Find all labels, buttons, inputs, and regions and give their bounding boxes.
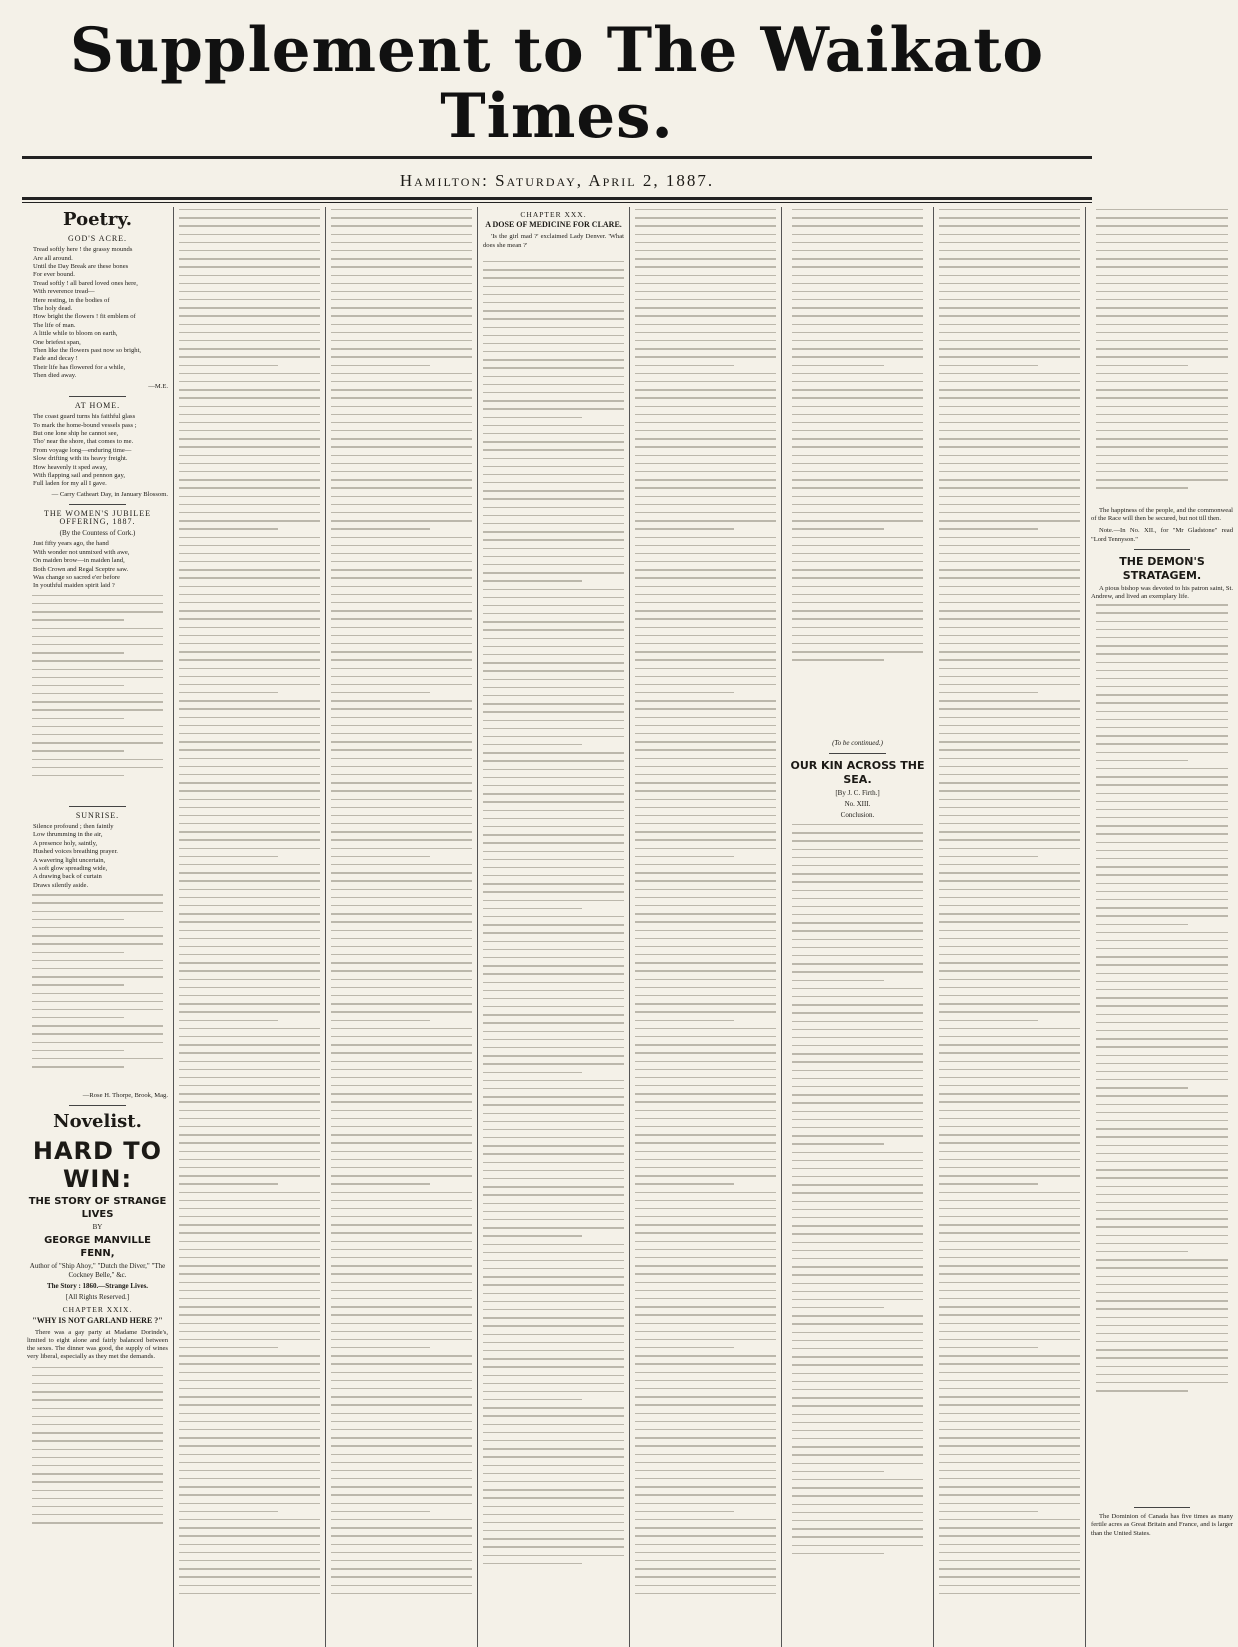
poem-line: The holy dead.: [33, 305, 73, 313]
divider: [1134, 1507, 1191, 1508]
divider: [69, 1105, 125, 1106]
serial-by: BY: [92, 1223, 103, 1232]
continued-note: (To be continued.): [832, 739, 883, 747]
text-block: [27, 890, 168, 1090]
poem-line: Full laden for my all I gave.: [33, 480, 107, 488]
divider: [1134, 549, 1191, 550]
divider: [829, 753, 885, 754]
text-lines: [331, 209, 472, 1601]
kin-byline: [By J. C. Firth.]: [835, 789, 880, 797]
novelist-heading: Novelist.: [53, 1111, 142, 1133]
serial-title: HARD TO WIN:: [32, 1137, 163, 1194]
poem-line: How bright the flowers ! fit emblem of: [33, 313, 136, 321]
poem-byline: (By the Countess of Cork.): [59, 529, 136, 538]
text-lines: [32, 1367, 163, 1531]
divider: [69, 806, 125, 807]
poem-line: A little while to bloom on earth,: [33, 330, 118, 338]
text-block: [27, 591, 168, 801]
column-4: [478, 207, 630, 1647]
poem-line: Here resting, in the bodies of: [33, 296, 110, 304]
text-lines: [483, 261, 624, 1571]
poem-line: Until the Day Break are these bones: [33, 263, 129, 271]
poem-signature: —Rose H. Thorpe, Brook, Mag.: [82, 1092, 168, 1100]
poem-jubilee: [27, 540, 168, 590]
poem-line: Draws silently aside.: [33, 881, 89, 889]
text-lines: [32, 595, 163, 783]
serial-subtitle: THE STORY OF STRANGE LIVES: [28, 1196, 167, 1221]
poem-line: A drawing back of curtain: [33, 873, 102, 881]
demon-body: [1091, 585, 1233, 601]
poem-line: The coast guard turns his faithful glass: [33, 413, 136, 421]
poem-signature: — Carry Catheart Day, in January Blossom.: [51, 490, 168, 498]
text-lines: [792, 209, 923, 668]
poem-line: Low thrumming in the air,: [33, 831, 103, 839]
poem-line: Both Crown and Regal Sceptre saw.: [33, 565, 129, 573]
kin-heading: OUR KIN ACROSS THE SEA.: [790, 759, 925, 786]
canada-text: The Dominion of Canada has five times as many fertile acres as Great Britain and France, and is larger than the United States.: [1091, 1513, 1233, 1537]
poem-line: But one lone ship he cannot see,: [33, 429, 119, 437]
column-2: [174, 207, 326, 1647]
serial-author-note: Author of "Ship Ahoy," "Dutch the Diver," "The Cockney Belle," &c.: [29, 1262, 166, 1280]
poem-line: With reverence tread—: [33, 288, 95, 296]
serial-chapter-title: "WHY IS NOT GARLAND HERE ?": [32, 1315, 163, 1325]
text-lines: [939, 209, 1080, 1601]
canada-note: [1091, 1513, 1233, 1538]
divider: [69, 504, 125, 505]
poem-line: How heavenly it sped away,: [33, 463, 108, 471]
column-6: [782, 207, 934, 1647]
column-8: [1086, 207, 1238, 1647]
summary-text: The happiness of the people, and the commonweal of the Race will then be secured, but not till then.: [1091, 507, 1233, 523]
poem-line: Then like the flowers past now so bright,: [33, 347, 142, 355]
dateline: Hamilton: Saturday, April 2, 1887.: [399, 171, 715, 190]
column-1: [22, 207, 174, 1647]
text-block: [1091, 602, 1233, 1502]
poem-gods-acre: [27, 246, 168, 381]
note-text: Note.—In No. XII., for "Mr Gladstone" read "Lord Tennyson.": [1091, 527, 1233, 543]
poem-line: Fade and decay !: [33, 355, 78, 363]
poem-line: In youthful maiden spirit laid ?: [33, 582, 115, 590]
text-block: [787, 207, 928, 737]
kin-number: No. XIII.: [844, 800, 871, 808]
demon-opening: A pious bishop was devoted to his patron saint, St. Andrew, and lived an exemplary life.: [1091, 584, 1233, 601]
text-block: [27, 1363, 168, 1563]
newspaper-page: [0, 15, 1233, 1579]
text-lines: [1096, 209, 1228, 496]
serial-story-line: The Story : 1860.—Strange Lives.: [46, 1282, 149, 1291]
poem-line: On maiden brow—in maiden land,: [33, 557, 125, 565]
chapter-xxx-body: [483, 233, 624, 249]
poem-line: Was change so sacred e'er before: [33, 574, 120, 581]
column-7: [934, 207, 1086, 1647]
poem-line: The life of man.: [33, 321, 76, 329]
columns: [22, 207, 1233, 1647]
poem-title: SUNRISE.: [75, 810, 120, 820]
text-lines: [32, 894, 163, 1074]
masthead: Supplement to The Waikato Times.: [69, 15, 1045, 152]
text-lines: [792, 824, 923, 1561]
divider: [69, 396, 125, 397]
poem-line: From voyage long—enduring time—: [33, 446, 132, 454]
poem-line: Then died away.: [33, 372, 77, 380]
poem-at-home: [27, 413, 168, 489]
serial-author: GEORGE MANVILLE FENN,: [44, 1235, 151, 1260]
column-3: [326, 207, 478, 1647]
poem-line: One briefest span,: [33, 338, 81, 346]
poem-line: Tho' near the shore, that comes to me.: [33, 438, 134, 446]
chapter-xxx-title: A DOSE OF MEDICINE FOR CLARE.: [485, 220, 622, 230]
poem-line: Tread softly ! all bared loved ones here,: [33, 279, 138, 287]
poem-line: To mark the home-bound vessels pass ;: [33, 421, 137, 429]
column-5: [630, 207, 782, 1647]
serial-opening: There was a gay party at Madame Dorinde's, limited to eight alone and fairly balanced between the sexes. The dinner was good, the supply of wines very liberal, especially as they met the demands.: [27, 1328, 168, 1361]
poem-line: A soft glow spreading wide,: [33, 865, 108, 873]
poem-line: With wonder not unmixed with awe,: [33, 548, 130, 556]
right-note: [1091, 527, 1233, 543]
kin-section: Conclusion.: [840, 811, 875, 819]
poem-title: THE WOMEN'S JUBILEE OFFERING, 1887.: [44, 508, 151, 527]
text-block: [1091, 207, 1233, 507]
poem-line: Hushed voices breathing prayer.: [33, 848, 118, 856]
poem-title: GOD'S ACRE.: [67, 234, 128, 243]
text-block: [787, 822, 928, 1642]
text-lines: [179, 209, 320, 1601]
poem-line: Just fifty years ago, the hand: [33, 540, 109, 548]
serial-rights: [All Rights Reserved.]: [65, 1293, 130, 1302]
text-lines: [1096, 604, 1228, 1398]
poem-line: A wavering light uncertain,: [33, 856, 106, 864]
dateline-rule-top: [22, 197, 1092, 200]
poetry-heading: Poetry.: [63, 209, 132, 230]
poem-signature: —M.E.: [148, 382, 168, 390]
poem-line: Their life has flowered for a while,: [33, 363, 126, 371]
text-lines: [635, 209, 776, 1601]
masthead-rule: [22, 156, 1092, 159]
serial-body: [27, 1329, 168, 1362]
dateline-rule-bottom: [22, 202, 1092, 203]
chapter-xxx-opening: 'Is the girl mad ?' exclaimed Lady Denver. 'What does she mean ?': [483, 233, 624, 249]
poem-line: Are all around.: [33, 254, 73, 262]
poem-line: For ever bound.: [33, 271, 75, 279]
poem-line: Tread softly here ! the grassy mounds: [33, 246, 133, 254]
chapter-xxx: CHAPTER XXX.: [520, 210, 587, 219]
poem-line: With flapping sail and pennon gay,: [33, 471, 125, 479]
demon-heading: THE DEMON'S STRATAGEM.: [1119, 554, 1205, 582]
serial-chapter: CHAPTER XXIX.: [62, 1305, 133, 1315]
poem-sunrise: [27, 823, 168, 890]
poem-line: A presence holy, saintly,: [33, 839, 98, 847]
right-summary: [1091, 507, 1233, 523]
poem-line: Silence profound ; then faintly: [33, 823, 114, 831]
poem-title: AT HOME.: [74, 400, 121, 410]
poem-line: Slow drifting with its heavy freight.: [33, 455, 128, 463]
